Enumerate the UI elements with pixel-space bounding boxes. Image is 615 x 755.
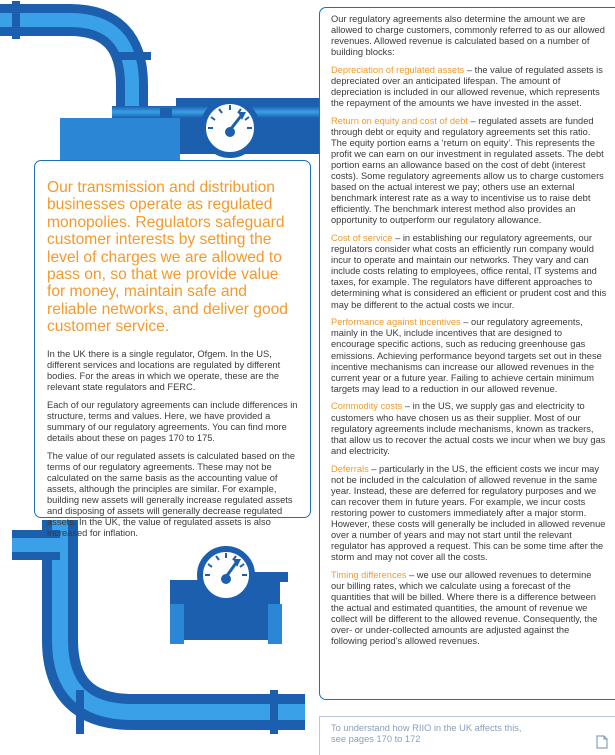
building-block-term: Performance against incentives	[331, 317, 461, 328]
paragraph-regulators: In the UK there is a single regulator, Ofgem. In the US, different services and locations are regulated by different bodies. For the areas in which we operate, these are the relevant state regulators and FERC.	[47, 348, 281, 392]
intro-panel	[34, 160, 311, 539]
paragraph-regulated-assets: The value of our regulated assets is calculated based on the terms of our regulatory agreements. These may not be calculated on the same basis as the accounting value of assets, although the principles are similar. For example, building new assets will generally increase regulated assets and disposing of assets will generally decrease regulated assets. In the UK, the value of regulated assets is also increased for inflation.	[47, 450, 296, 539]
building-block-item	[331, 233, 607, 310]
building-block-term: Commodity costs	[331, 401, 403, 412]
building-block-text: – particularly in the US, the efficient costs we incur may not be included in the calculation of allowed revenue in the same year. Instead, these are deferred for regulatory purposes and we can recover them in future years. For example, we incur costs restoring power to customers immediately after a major storm. However, these costs will generally be included in allowed revenue over a number of years and may not start until the relevant regulator has approved a request. This can be some time after the storm and may not cover all the costs.	[331, 463, 606, 562]
cross-reference-line: see pages 170 to 172	[331, 734, 421, 745]
building-block-term: Return on equity and cost of debt	[331, 115, 468, 126]
building-block-term: Cost of service	[331, 233, 393, 244]
building-block-item	[331, 570, 607, 647]
paragraph-agreements: Each of our regulatory agreements can include differences in structure, terms and values. Here, we have provided a summary of our regulatory agreements. You can find more details about these on pages 170 to 175.	[47, 399, 298, 443]
building-block-term: Timing differences	[331, 569, 407, 580]
top-valve	[60, 98, 322, 162]
building-block-item	[331, 317, 607, 394]
page-corner-icon	[596, 735, 608, 749]
building-block-term: Depreciation of regulated assets	[331, 64, 465, 75]
building-block-term: Deferrals	[331, 463, 369, 474]
building-block-item	[331, 464, 607, 563]
building-block-text: – we use our allowed revenues to determine our billing rates, which we calculate using a forecast of the quantities that will be billed. Where there is a difference between the actual and estimated quantities, the amount of revenue we collect will be different to the allowed revenue. Consequently, the over- or under-collected amounts are adjusted against the following period’s allowed revenues.	[331, 569, 598, 647]
riio-cross-reference	[319, 716, 615, 755]
building-block-text: – our regulatory agreements, mainly in the UK, include incentives that are designed to encourage specific actions, such as reducing greenhouse gas emissions. Achieving performance beyond targets set out in these incentive mechanisms can increase our allowed revenues in the current year or a future year. Failing to achieve certain minimum targets may lead to a reduction in our allowed revenue.	[331, 317, 602, 394]
bottom-valve	[170, 549, 288, 644]
building-block-text: – in the US, we supply gas and electricity to customers who have chosen us as their supplier. Most of our regulatory agreements include mechanisms, known as trackers, that allow us to recover the actual costs we incur when we buy gas and electricity.	[331, 401, 606, 456]
pressure-gauge-icon	[203, 101, 257, 155]
allowed-revenue-panel	[319, 7, 615, 700]
building-block-text: – regulated assets are funded through debt or equity and regulatory agreements set this ratio. The equity portion earns a ‘return on equity’. This represents the profit we can earn on our investment in regulated assets. The debt portion earns an allowance based on the cost of debt (interest costs). Some regulatory agreements allow us to charge customers based on the actual interest we pay; others use an external benchmark interest rate as a way to incentivise us to raise debt efficiently. The benchmark interest method also provides an opportunity to outperform our regulatory allowance.	[331, 115, 604, 226]
building-block-text: – in establishing our regulatory agreements, our regulators consider what costs an efficiently run company would incur to operate and maintain our networks. They vary and can include costs relating to employees, office rental, IT systems and taxes, for example. The regulators have different approaches to determining what is considered an efficient or prudent cost and this may be different to the actual costs we incur.	[331, 233, 607, 310]
building-block-item	[331, 401, 607, 456]
building-block-text: – the value of regulated assets is depreciated over an anticipated lifespan. The amount of depreciation is included in our allowed revenue, which represents the repayment of the amounts we have invested in the asset.	[331, 64, 603, 109]
building-block-item	[331, 65, 607, 109]
building-block-item	[331, 116, 607, 226]
allowed-revenue-intro: Our regulatory agreements also determine the amount we are allowed to charge customers, commonly referred to as our allowed revenues. Allowed revenue is calculated based on a number of building blocks:	[331, 14, 605, 58]
cross-reference-line: To understand how RIIO in the UK affects this,	[331, 723, 522, 733]
headline-quote: Our transmission and distribution businesses operate as regulated monopolies. Regulators safeguard customer interests by setting the level of charges we are allowed to pass on, so that we provide value for money, maintain safe and reliable networks, and deliver good customer service.	[47, 179, 288, 336]
pressure-gauge-icon	[200, 549, 252, 601]
